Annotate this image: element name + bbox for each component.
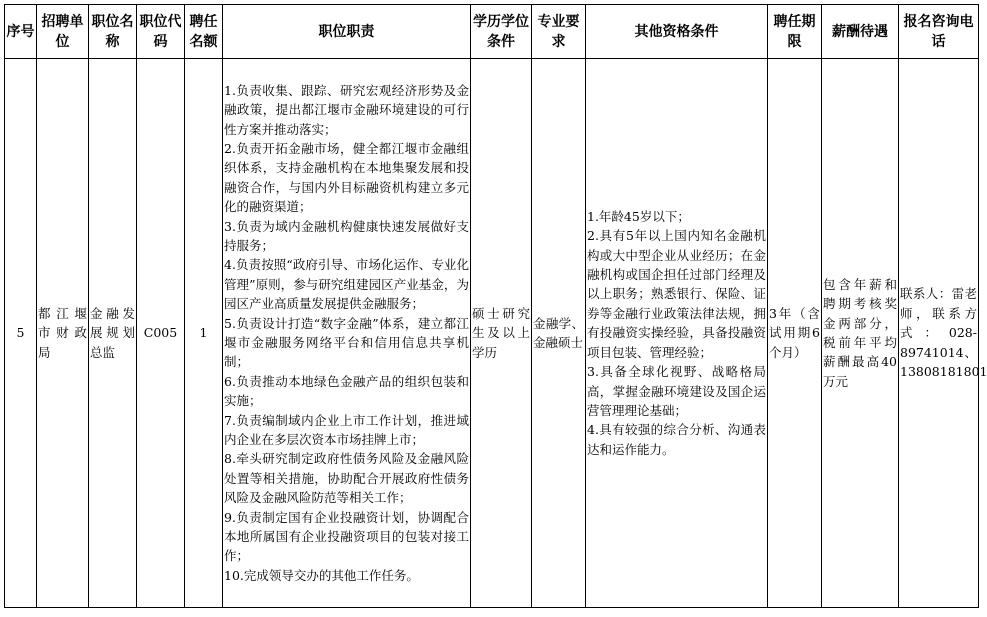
cell-duties — [223, 59, 471, 608]
cell-contact: 联系人：雷老师，联系方式：028-89741014、13808181801 — [899, 59, 979, 608]
header-row — [5, 5, 979, 59]
duty-item: 3.负责为域内金融机构健康快速发展做好支持服务； — [224, 218, 469, 253]
duty-item: 5.负责设计打造“数字金融”体系，建立都江堰市金融服务网络平台和信用信息共享机制； — [224, 315, 469, 370]
cell-major: 金融学、金融硕士 — [532, 59, 586, 608]
header-duties: 职位职责 — [223, 5, 471, 59]
cell-salary: 包含年薪和聘期考核奖金两部分，税前年平均薪酬最高40万元 — [822, 59, 899, 608]
header-position-code: 职位代码 — [137, 5, 185, 59]
header-count: 聘任名额 — [185, 5, 223, 59]
duty-item: 4.负责按照“政府引导、市场化运作、专业化管理”原则，参与研究组建园区产业基金，为园区产业高质量发展提供金融服务； — [224, 257, 469, 312]
requirement-item: 4.具有较强的综合分析、沟通表达和运作能力。 — [587, 422, 766, 457]
duty-item: 7.负责编制域内企业上市工作计划，推进域内企业在多层次资本市场挂牌上市； — [224, 412, 469, 448]
header-seq: 序号 — [5, 5, 37, 59]
header-salary: 薪酬待遇 — [822, 5, 899, 59]
cell-position-name: 金融发展规划总监 — [89, 59, 137, 608]
header-position-name: 职位名称 — [89, 5, 137, 59]
cell-count: 1 — [185, 59, 223, 608]
requirement-item: 2.具有5年以上国内知名金融机构或大中型企业从业经历；在金融机构或国企担任过部门经理及以上职务；熟悉银行、保险、证券等金融行业政策法律法规，拥有投融资实操经验，具备投融资项目包装、管理经验； — [587, 228, 766, 360]
table-row — [5, 59, 979, 608]
cell-education: 硕士研究生及以上学历 — [471, 59, 532, 608]
header-education: 学历学位条件 — [471, 5, 532, 59]
duty-item: 2.负责开拓金融市场，健全都江堰市金融组织体系，支持金融机构在本地集聚发展和投融资合作，与国内外目标融资机构建立多元化的融资渠道； — [224, 140, 469, 215]
cell-position-code: C005 — [137, 59, 185, 608]
cell-term: 3年（含试用期6个月） — [768, 59, 822, 608]
header-contact: 报名咨询电话 — [899, 5, 979, 59]
requirement-item: 3.具备全球化视野、战略格局高，掌握金融环境建设及国企运营管理理论基础； — [587, 364, 766, 418]
recruitment-table — [4, 4, 987, 608]
cell-unit: 都江堰市财政局 — [37, 59, 89, 608]
duty-item: 9.负责制定国有企业投融资计划，协调配合本地所属国有企业投融资项目的包装对接工作； — [224, 509, 469, 564]
requirement-item: 1.年龄45岁以下； — [587, 208, 690, 224]
header-term: 聘任期限 — [768, 5, 822, 59]
duty-item: 1.负责收集、跟踪、研究宏观经济形势及金融政策，提出都江堰市金融环境建设的可行性方案并推动落实； — [224, 82, 469, 137]
header-other-requirements: 其他资格条件 — [586, 5, 768, 59]
duty-item: 10.完成领导交办的其他工作任务。 — [224, 567, 419, 583]
cell-other-requirements — [586, 59, 768, 608]
duty-item: 8.牵头研究制定政府性债务风险及金融风险处置等相关措施，协助配合开展政府性债务风险及金融风险防范等相关工作； — [224, 451, 469, 506]
header-unit: 招聘单位 — [37, 5, 89, 59]
cell-seq: 5 — [5, 59, 37, 608]
duty-item: 6.负责推动本地绿色金融产品的组织包装和实施； — [224, 373, 469, 409]
header-major: 专业要求 — [532, 5, 586, 59]
